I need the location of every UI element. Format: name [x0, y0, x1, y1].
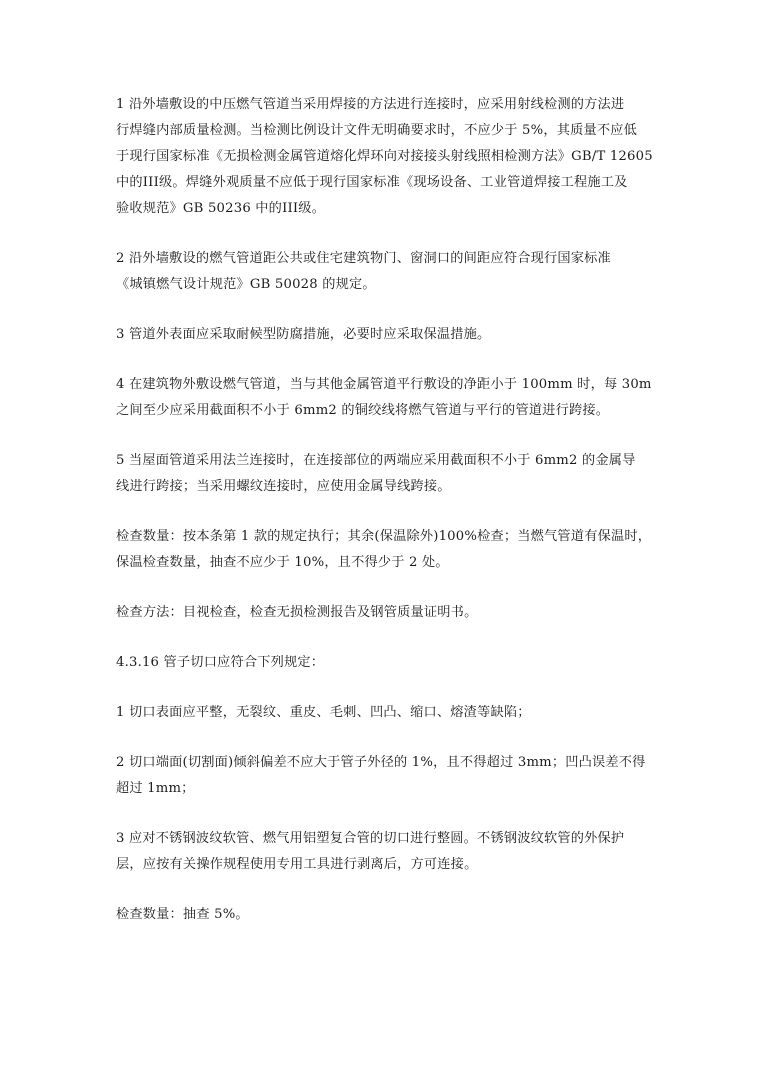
text-line: 《城镇燃气设计规范》GB 50028 的规定。 [116, 277, 376, 292]
text-line: 验收规范》GB 50236 中的III级。 [116, 201, 326, 216]
text-line: 3 应对不锈钢波纹软管、燃气用铝塑复合管的切口进行整圆。不锈钢波纹软管的外保护 [116, 831, 625, 846]
paragraph-spacer [116, 348, 656, 372]
text-line: 于现行国家标准《无损检测金属管道熔化焊环向对接接头射线照相检测方法》GB/T 12605 [116, 149, 653, 164]
paragraph-item-2 [116, 246, 656, 298]
text-line: 保温检查数量，抽查不应少于 10%，且不得少于 2 处。 [116, 555, 449, 570]
paragraph-spacer [116, 726, 656, 750]
text-line: 检查数量：按本条第 1 款的规定执行；其余(保温除外)100%检查；当燃气管道有保温时， [116, 529, 652, 544]
paragraph-spacer [116, 802, 656, 826]
text-line: 2 沿外墙敷设的燃气管道距公共或住宅建筑物门、窗洞口的间距应符合现行国家标准 [116, 251, 611, 266]
paragraph-item-3 [116, 322, 656, 348]
text-line: 4.3.16 管子切口应符合下列规定： [116, 655, 325, 670]
paragraph-cut-item-3 [116, 826, 656, 878]
text-line: 2 切口端面(切割面)倾斜偏差不应大于管子外径的 1%，且不得超过 3mm；凹凸误差不得 [116, 755, 646, 770]
clause-heading [116, 650, 656, 676]
text-line: 层，应按有关操作规程使用专用工具进行剥离后，方可连接。 [116, 857, 478, 872]
paragraph-inspection-quantity [116, 524, 656, 576]
text-line: 1 沿外墙敷设的中压燃气管道当采用焊接的方法进行连接时，应采用射线检测的方法进 [116, 97, 625, 112]
paragraph-cut-item-2 [116, 750, 656, 802]
text-line: 之间至少应采用截面积不小于 6mm2 的铜绞线将燃气管道与平行的管道进行跨接。 [116, 403, 610, 418]
text-line: 中的III级。焊缝外观质量不应低于现行国家标准《现场设备、工业管道焊接工程施工及 [116, 175, 628, 190]
text-line: 3 管道外表面应采取耐候型防腐措施，必要时应采取保温措施。 [116, 327, 491, 342]
text-line: 线进行跨接；当采用螺纹连接时，应使用金属导线跨接。 [116, 479, 451, 494]
paragraph-spacer [116, 424, 656, 448]
paragraph-inspection-method [116, 600, 656, 626]
paragraph-inspection-quantity-2 [116, 902, 656, 928]
document-body [116, 92, 656, 928]
paragraph-spacer [116, 878, 656, 902]
paragraph-item-4 [116, 372, 656, 424]
paragraph-item-5 [116, 448, 656, 500]
paragraph-spacer [116, 676, 656, 700]
text-line: 超过 1mm； [116, 781, 195, 796]
text-line: 行焊缝内部质量检测。当检测比例设计文件无明确要求时，不应少于 5%，其质量不应低 [116, 123, 638, 138]
text-line: 检查数量：抽查 5%。 [116, 907, 249, 922]
paragraph-spacer [116, 500, 656, 524]
paragraph-spacer [116, 298, 656, 322]
paragraph-item-1 [116, 92, 656, 222]
paragraph-cut-item-1 [116, 700, 656, 726]
paragraph-spacer [116, 626, 656, 650]
text-line: 1 切口表面应平整，无裂纹、重皮、毛刺、凹凸、缩口、熔渣等缺陷； [116, 705, 531, 720]
paragraph-spacer [116, 576, 656, 600]
text-line: 4 在建筑物外敷设燃气管道，当与其他金属管道平行敷设的净距小于 100mm 时，每 30m [116, 377, 652, 392]
paragraph-spacer [116, 222, 656, 246]
text-line: 检查方法：目视检查，检查无损检测报告及钢管质量证明书。 [116, 605, 478, 620]
text-line: 5 当屋面管道采用法兰连接时，在连接部位的两端应采用截面积不小于 6mm2 的金属导 [116, 453, 636, 468]
